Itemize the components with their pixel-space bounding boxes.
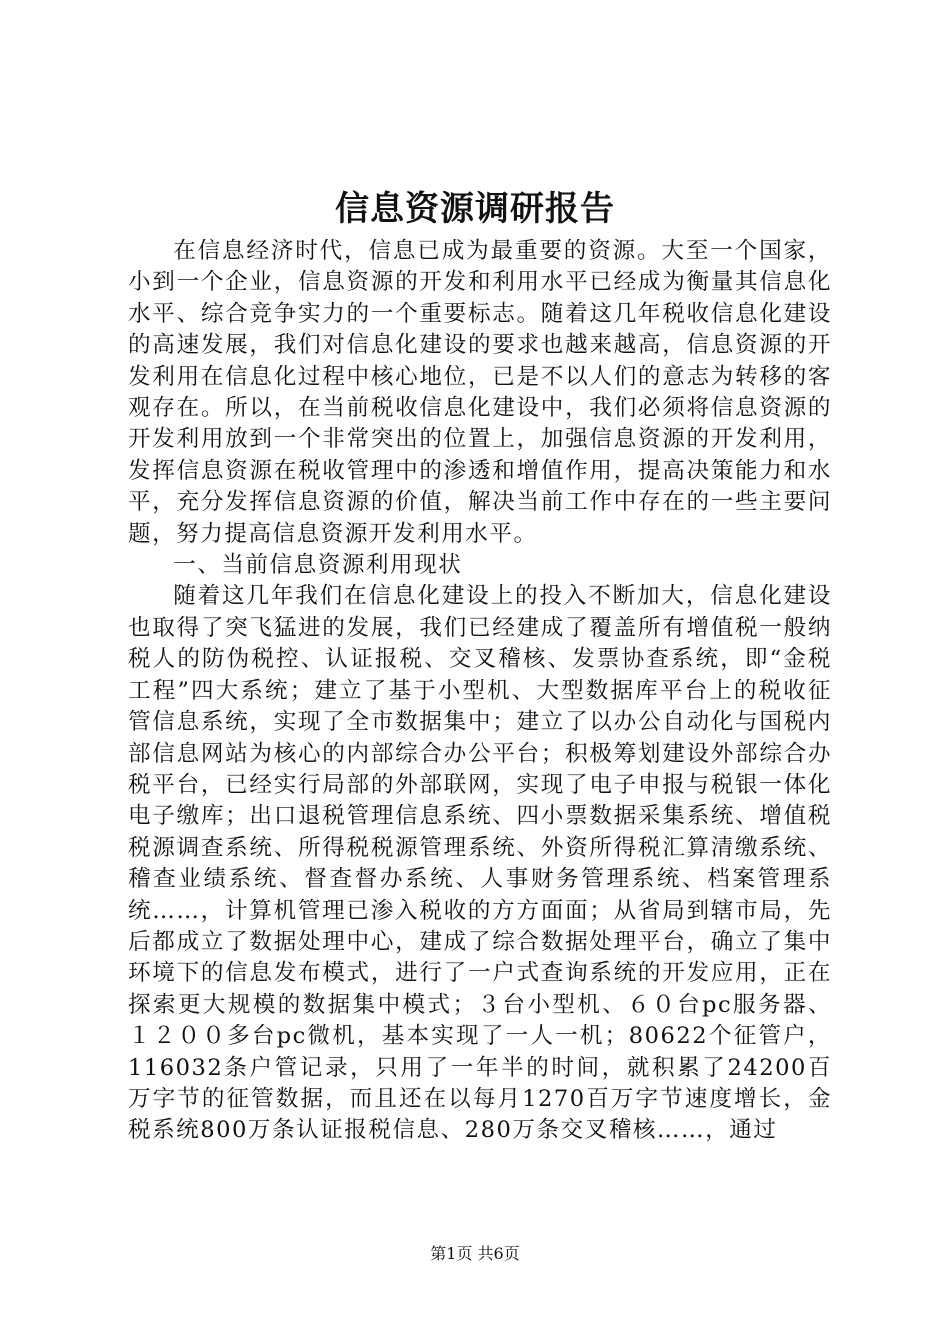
page-number-footer: 第1页 共6页 (430, 1244, 520, 1263)
document-title: 信息资源调研报告 (335, 189, 615, 229)
paragraph-status: 随着这几年我们在信息化建设上的投入不断加大，信息化建设也取得了突飞猛进的发展，我们已经建成了覆盖所有增值税一般纳税人的防伪税控、认证报税、交叉稽核、发票协查系统，即“金税工程”四大系统；建立了基于小型机、大型数据库平台上的税收征管信息系统，实现了全市数据集中；建立了以办公自动化与国税内部信息网站为核心的内部综合办公平台；积极筹划建设外部综合办税平台，已经实行局部的外部联网，实现了电子申报与税银一体化电子缴库；出口退税管理信息系统、四小票数据采集系统、增值税税源调查系统、所得税税源管理系统、外资所得税汇算清缴系统、稽查业绩系统、督查督办系统、人事财务管理系统、档案管理系统……，计算机管理已渗入税收的方方面面；从省局到辖市局，先后都成立了数据处理中心，建成了综合数据处理平台，确立了集中环境下的信息发布模式，进行了一户式查询系统的开发应用，正在探索更大规模的数据集中模式；３台小型机、６０台pc服务器、１２００多台pc微机，基本实现了一人一机；80622个征管户，116032条户管记录，只用了一年半的时间，就积累了24200百万字节的征管数据，而且还在以每月1270百万字节速度增长，金税系统800万条认证报税信息、280万条交叉稽核……，通过 (128, 583, 832, 1144)
paragraph-intro: 在信息经济时代，信息已成为最重要的资源。大至一个国家，小到一个企业，信息资源的开发和利用水平已经成为衡量其信息化水平、综合竞争实力的一个重要标志。随着这几年税收信息化建设的高速发展，我们对信息化建设的要求也越来越高，信息资源的开发利用在信息化过程中核心地位，已是不以人们的意志为转移的客观存在。所以，在当前税收信息化建设中，我们必须将信息资源的开发利用放到一个非常突出的位置上，加强信息资源的开发利用，发挥信息资源在税收管理中的渗透和增值作用，提高决策能力和水平，充分发挥信息资源的价值，解决当前工作中存在的一些主要问题，努力提高信息资源开发利用水平。 (128, 238, 832, 547)
section-heading: 一、当前信息资源利用现状 (173, 552, 463, 579)
document-body (128, 236, 832, 1147)
